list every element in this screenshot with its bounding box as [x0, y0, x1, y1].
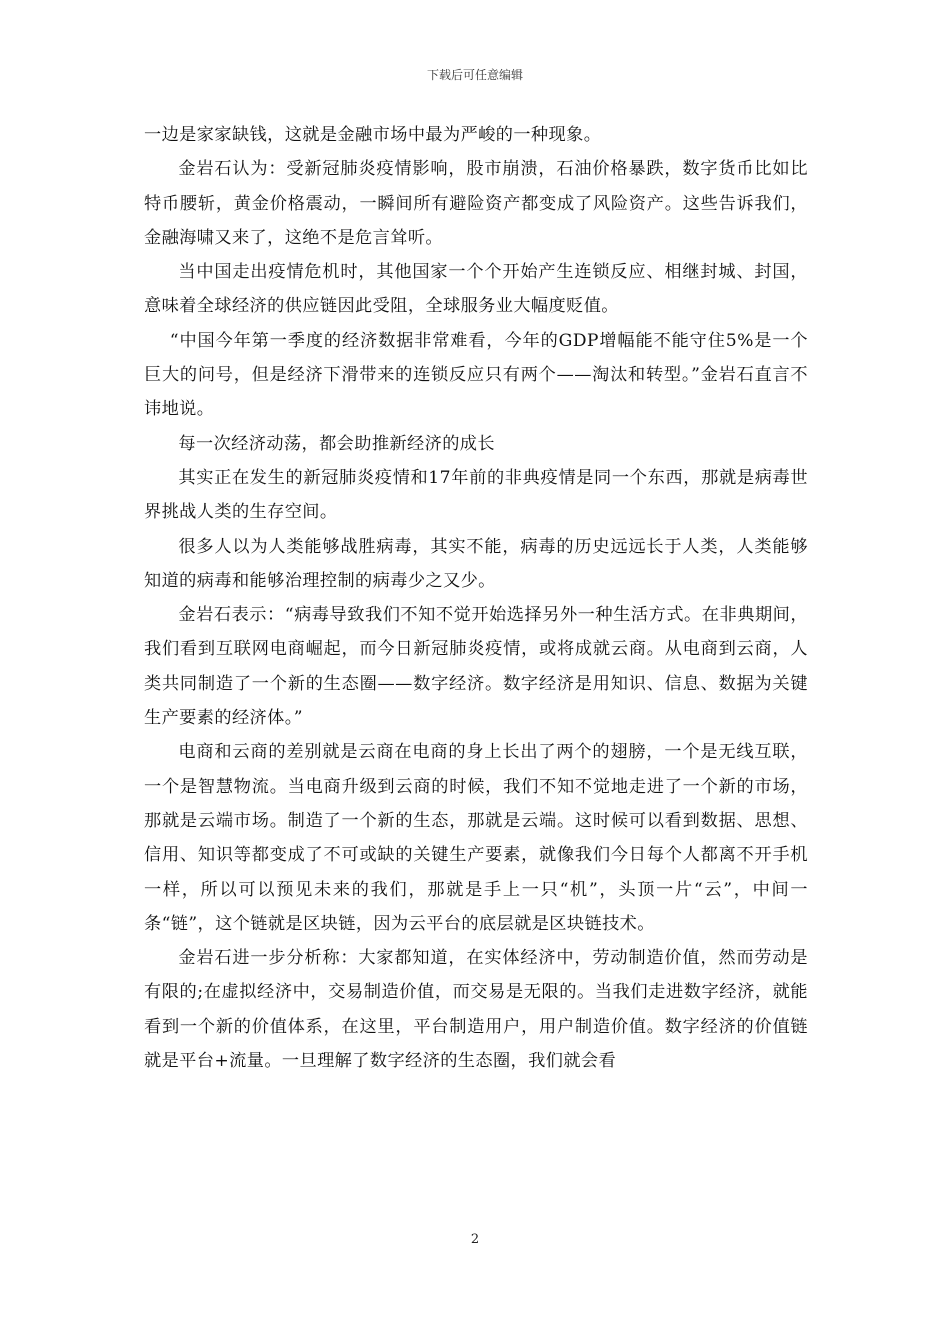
paragraph-1: 一边是家家缺钱，这就是金融市场中最为严峻的一种现象。: [144, 125, 602, 145]
paragraph-10: 金岩石进一步分析称：大家都知道，在实体经济中，劳动制造价值，然而劳动是有限的;在虚拟经济中，交易制造价值，而交易是无限的。当我们走进数字经济，就能看到一个新的价值体系，在这里，平台制造用户，用户制造价值。数字经济的价值链就是平台+流量。一旦理解了数字经济的生态圈，我们就会看: [144, 948, 808, 1072]
paragraph-4: “中国今年第一季度的经济数据非常难看，今年的GDP增幅能不能守住5%是一个巨大的问号，但是经济下滑带来的连锁反应只有两个——淘汰和转型。”金岩石直言不讳地说。: [144, 330, 808, 420]
page-header: 下载后可任意编辑: [426, 68, 523, 82]
paragraph-6: 其实正在发生的新冠肺炎疫情和17年前的非典疫情是同一个东西，那就是病毒世界挑战人类的生存空间。: [144, 467, 808, 523]
paragraph-8: 金岩石表示：“病毒导致我们不知不觉开始选择另外一种生活方式。在非典期间，我们看到互联网电商崛起，而今日新冠肺炎疫情，或将成就云商。从电商到云商，人类共同制造了一个新的生态圈——数字经济。数字经济是用知识、信息、数据为关键生产要素的经济体。”: [144, 605, 808, 729]
paragraph-7: 很多人以为人类能够战胜病毒，其实不能，病毒的历史远远长于人类，人类能够知道的病毒和能够治理控制的病毒少之又少。: [144, 536, 808, 591]
document-body: [144, 118, 808, 1078]
page-number: 2: [470, 1232, 480, 1247]
paragraph-2: 金岩石认为：受新冠肺炎疫情影响，股市崩溃，石油价格暴跌，数字货币比如比特币腰斩，黄金价格震动，一瞬间所有避险资产都变成了风险资产。这些告诉我们，金融海啸又来了，这绝不是危言耸听。: [144, 159, 808, 248]
paragraph-9: 电商和云商的差别就是云商在电商的身上长出了两个的翅膀，一个是无线互联，一个是智慧物流。当电商升级到云商的时候，我们不知不觉地走进了一个新的市场，那就是云端市场。制造了一个新的生态，那就是云端。这时候可以看到数据、思想、信用、知识等都变成了不可或缺的关键生产要素，就像我们今日每个人都离不开手机一样，所以可以预见未来的我们，那就是手上一只“机”，头顶一片“云”，中间一条“链”，这个链就是区块链，因为云平台的底层就是区块链技术。: [144, 742, 808, 934]
paragraph-3: 当中国走出疫情危机时，其他国家一个个开始产生连锁反应、相继封城、封国，意味着全球经济的供应链因此受阻，全球服务业大幅度贬值。: [144, 262, 808, 317]
section-heading: 每一次经济动荡，都会助推新经济的成长: [178, 433, 495, 454]
